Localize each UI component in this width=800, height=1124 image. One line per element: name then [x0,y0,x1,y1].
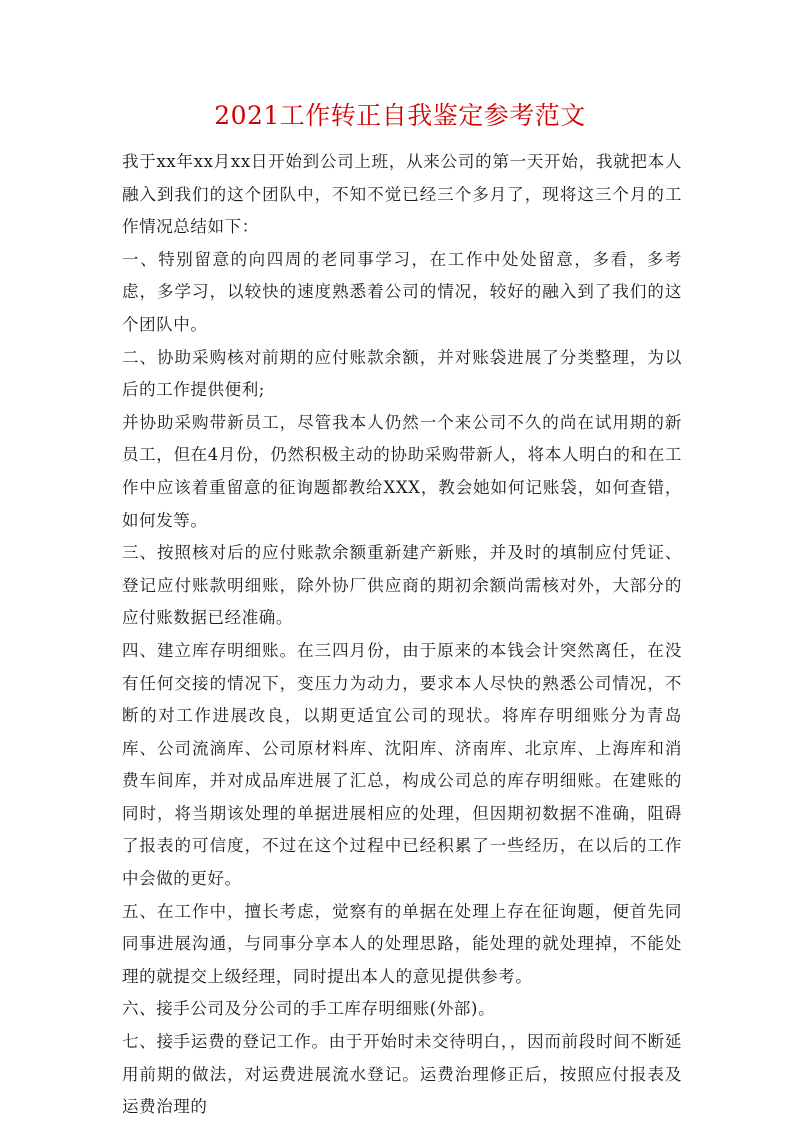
document-body [122,146,682,1124]
paragraph-item-6: 六、接手公司及分公司的手工库存明细账(外部)。 [122,999,496,1019]
document-title: 2021工作转正自我鉴定参考范文 [214,101,586,130]
paragraph-item-7: 七、接手运费的登记工作。由于开始时未交待明白，，因而前段时间不断延用前期的做法，对运费进展流水登记。运费治理修正后，按照应付报表及运费治理的 [122,1032,682,1117]
paragraph-item-2-continued: 并协助采购带新员工，尽管我本人仍然一个来公司不久的尚在试用期的新员工，但在4月份，仍然积极主动的协助采购带新人，将本人明白的和在工作中应该着重留意的征询题都教给XXX，教会她如何记账袋，如何查错，如何发等。 [122,412,682,530]
paragraph-item-4: 四、建立库存明细账。在三四月份，由于原来的本钱会计突然离任，在没有任何交接的情况下，变压力为动力，要求本人尽快的熟悉公司情况，不断的对工作进展改良，以期更适宜公司的现状。将库存明细账分为青岛库、公司流滴库、公司原材料库、沈阳库、济南库、北京库、上海库和消费车间库，并对成品库进展了汇总，构成公司总的库存明细账。在建账的同时，将当期该处理的单据进展相应的处理，但因期初数据不准确，阻碍了报表的可信度，不过在这个过程中已经积累了一些经历，在以后的工作中会做的更好。 [122,640,682,889]
paragraph-intro: 我于xx年xx月xx日开始到公司上班，从来公司的第一天开始，我就把本人融入到我们的这个团队中，不知不觉已经三个多月了，现将这三个月的工作情况总结如下： [122,152,682,237]
paragraph-item-5: 五、在工作中，擅长考虑，觉察有的单据在处理上存在征询题，便首先同同事进展沟通，与同事分享本人的处理思路，能处理的就处理掉，不能处理的就提交上级经理，同时提出本人的意见提供参考。 [122,901,682,986]
paragraph-item-1: 一、特别留意的向四周的老同事学习，在工作中处处留意，多看，多考虑，多学习，以较快的速度熟悉着公司的情况，较好的融入到了我们的这个团队中。 [122,249,682,334]
paragraph-item-2: 二、协助采购核对前期的应付账款余额，并对账袋进展了分类整理，为以后的工作提供便利; [122,347,682,400]
paragraph-item-3: 三、按照核对后的应付账款余额重新建产新账，并及时的填制应付凭证、登记应付账款明细账，除外协厂供应商的期初余额尚需核对外，大部分的应付账数据已经准确。 [122,543,682,628]
